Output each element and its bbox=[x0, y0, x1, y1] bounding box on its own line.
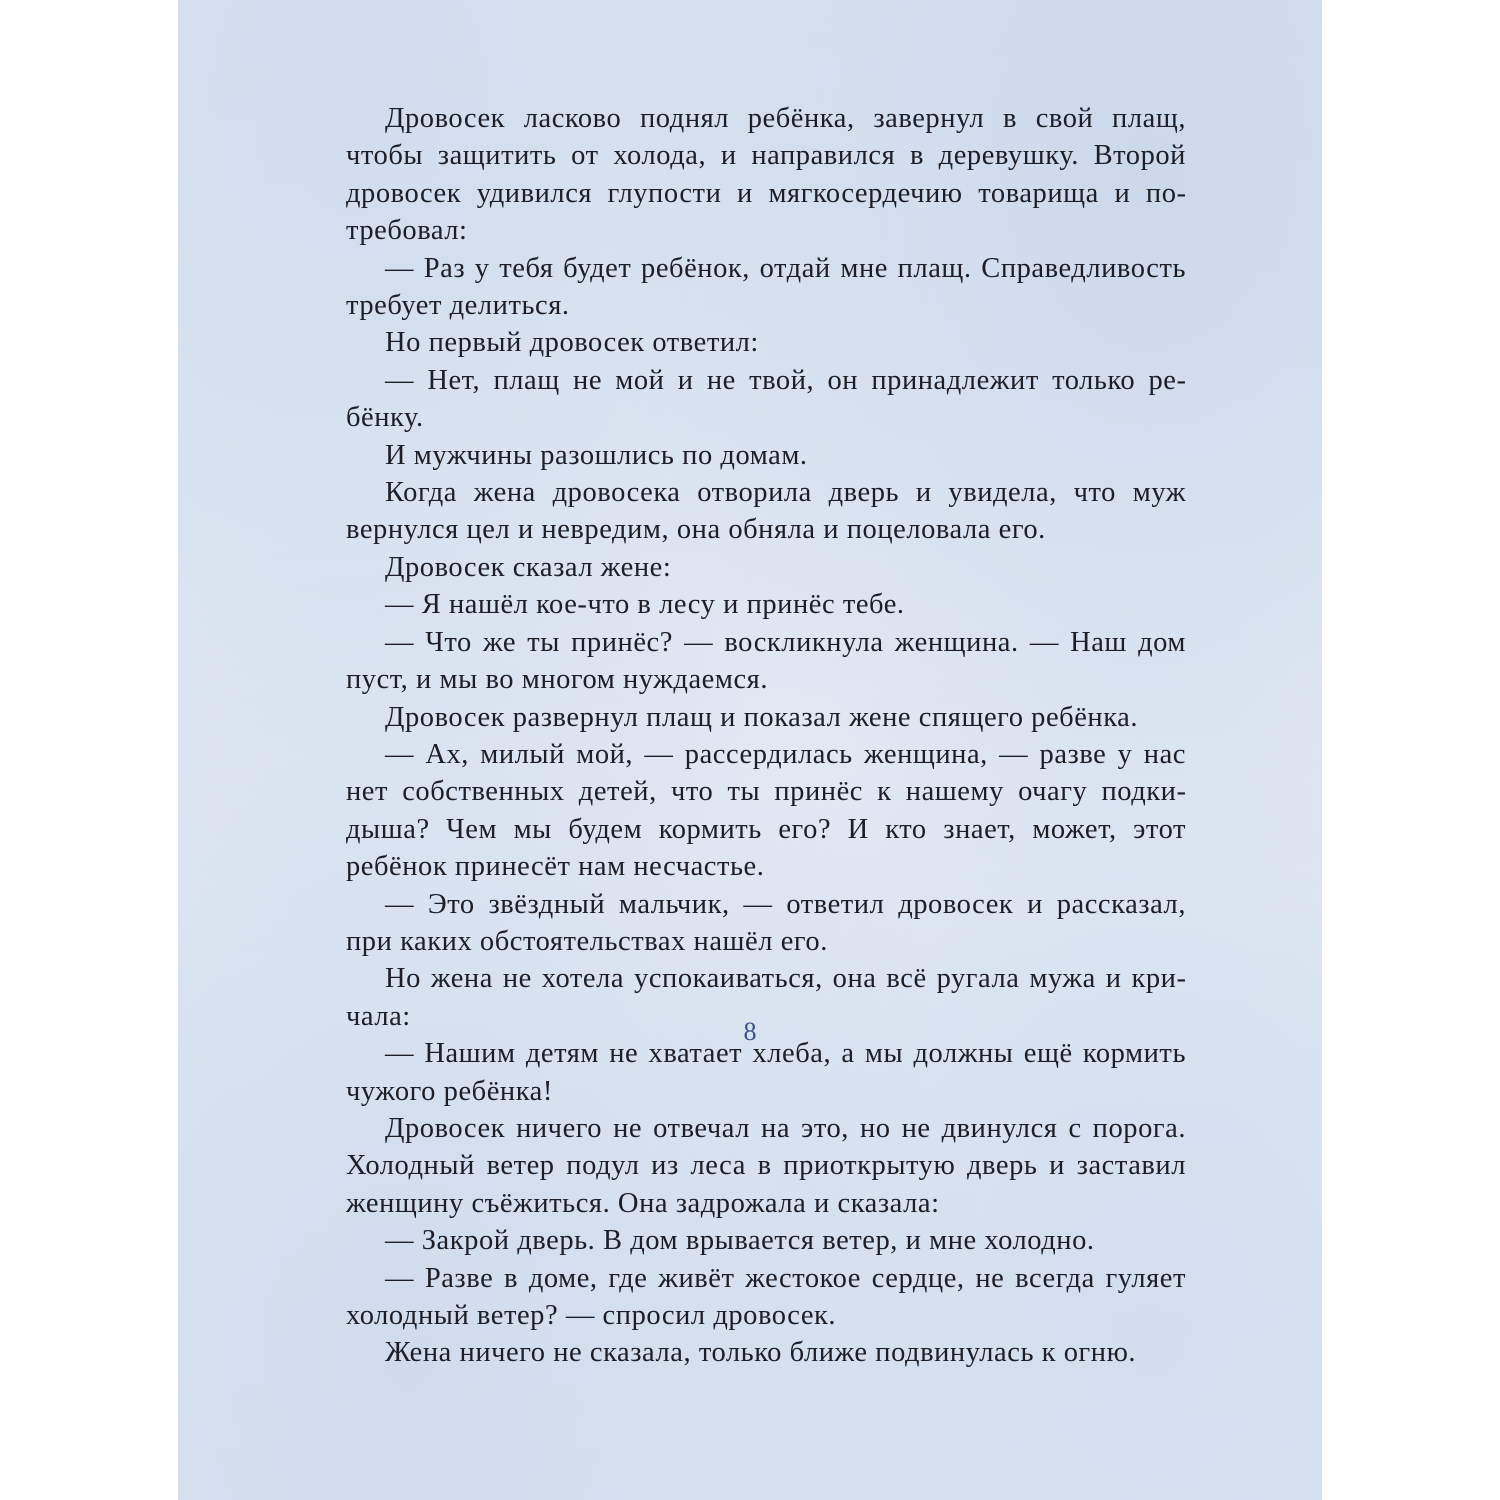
paragraph: — Ах, милый мой, — рассердилась женщина, — разве у нас нет собственных детей, что ты принёс к нашему очагу подкидыша? Чем мы будем кормить его? И кто знает, может, этот ребёнок принесёт нам несчастье. bbox=[346, 738, 1186, 883]
paragraph: Но жена не хотела успокаиваться, она всё ругала мужа и кричала: bbox=[346, 963, 1186, 1032]
paragraph: Дровосек развернул плащ и показал жене спящего ребёнка. bbox=[385, 701, 1139, 733]
paragraph: И мужчины разошлись по домам. bbox=[385, 439, 808, 471]
paragraph: — Нашим детям не хватает хлеба, а мы должны ещё кормить чужого ребёнка! bbox=[346, 1038, 1186, 1107]
paragraph: Но первый дровосек ответил: bbox=[385, 327, 759, 359]
paragraph: — Нет, плащ не мой и не твой, он принадлежит только ребёнку. bbox=[346, 364, 1186, 434]
paragraph: — Закрой дверь. В дом врывается ветер, и мне холодно. bbox=[385, 1225, 1095, 1257]
paragraph: Дровосек ласково поднял ребёнка, завернул в свой плащ, чтобы защитить от холода, и направился в деревушку. Второй дровосек удивился глупости и мягкосердечию товарища и потребовал: bbox=[346, 103, 1186, 247]
paragraph: — Это звёздный мальчик, — ответил дровосек и рассказал, при каких обстоятельствах нашёл его. bbox=[346, 888, 1186, 957]
paragraph: — Раз у тебя будет ребёнок, отдай мне плащ. Справедливость требует делиться. bbox=[346, 252, 1186, 322]
paragraph: — Разве в доме, где живёт жестокое сердце, не всегда гуляет холодный ветер? — спросил дровосек. bbox=[346, 1262, 1186, 1331]
paragraph: Когда жена дровосека отворила дверь и увидела, что муж вернулся цел и невредим, она обняла и поцеловала его. bbox=[346, 477, 1186, 546]
body-text bbox=[346, 100, 1186, 1372]
paragraph: Дровосек сказал жене: bbox=[385, 551, 672, 583]
page-number: 8 bbox=[743, 1017, 757, 1046]
paragraph: — Я нашёл кое-что в лесу и принёс тебе. bbox=[385, 589, 905, 621]
paragraph: Жена ничего не сказала, только ближе подвинулась к огню. bbox=[385, 1337, 1137, 1369]
paragraph: Дровосек ничего не отвечал на это, но не двинулся с порога. Холодный ветер подул из леса в приоткрытую дверь и заставил женщину съёжиться. Она задрожала и сказала: bbox=[346, 1112, 1186, 1219]
paragraph: — Что же ты принёс? — воскликнула женщина. — Наш дом пуст, и мы во многом нуждаемся. bbox=[346, 626, 1186, 696]
book-page bbox=[178, 0, 1322, 1500]
